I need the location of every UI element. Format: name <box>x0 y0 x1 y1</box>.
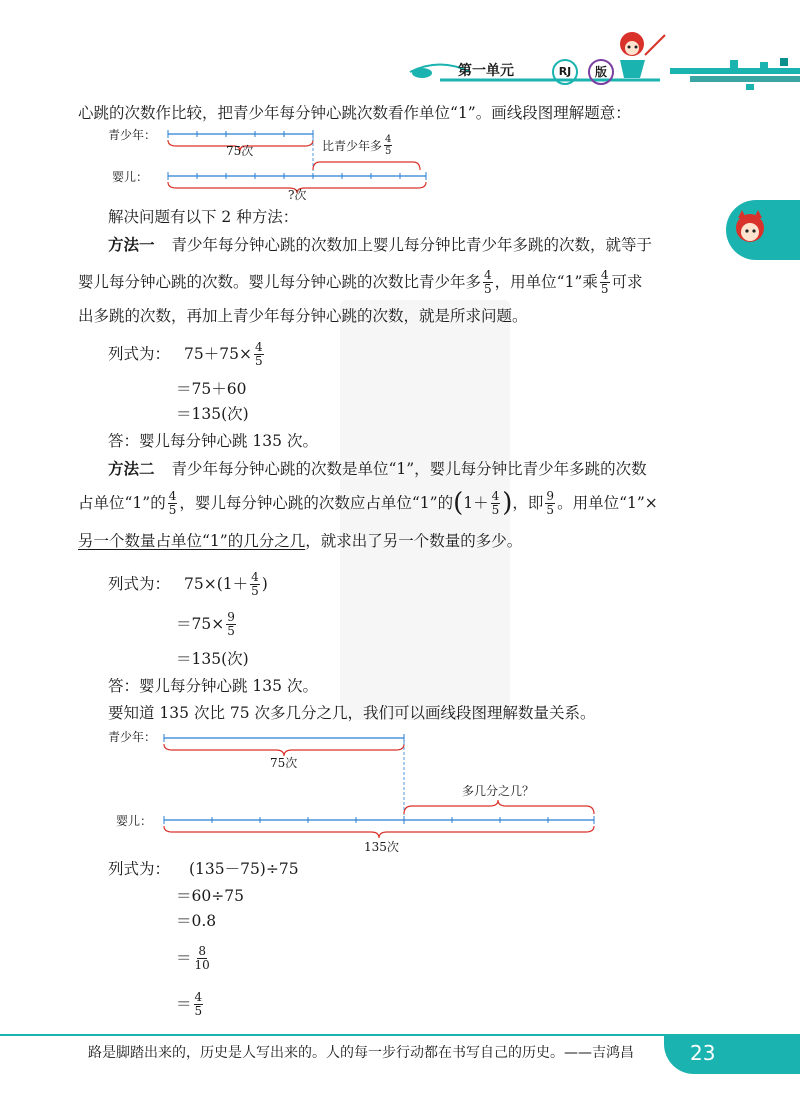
fraction-denominator: 5 <box>491 502 500 517</box>
method2-fraction-a <box>168 490 178 517</box>
final-formula3: ＝0.8 <box>176 912 217 930</box>
fraction-numerator: 4 <box>251 569 259 584</box>
page-number-tab <box>664 1036 800 1074</box>
fraction-numerator: 4 <box>491 488 500 503</box>
fraction-numerator: 4 <box>385 134 392 145</box>
final-formula-line5 <box>176 986 205 1022</box>
diagram2-teen-count: 75次 <box>270 756 298 770</box>
method2-text2c: ，即 <box>512 494 544 512</box>
method1-formula-line1 <box>108 336 266 372</box>
method1-line2 <box>78 264 643 300</box>
method2-text1: 青少年每分钟心跳的次数是单位“1”，婴儿每分钟比青少年多跳的次数 <box>171 460 647 478</box>
method1-title: 方法一 <box>108 236 155 254</box>
fraction-numerator: 9 <box>227 609 235 624</box>
method2-underlined-text: 另一个数量占单位“1”的几分之几 <box>78 532 306 550</box>
fraction-numerator: 4 <box>484 267 492 282</box>
fraction-numerator: 9 <box>546 488 555 503</box>
method1-fraction-b <box>600 269 610 296</box>
method2-formula-fraction-b <box>226 611 236 638</box>
method2-line1 <box>108 458 647 480</box>
fraction-denominator: 5 <box>484 281 492 296</box>
fraction-denominator: 5 <box>254 353 263 368</box>
diagram2-total: 135次 <box>364 840 399 854</box>
method1-text2a: 婴儿每分钟心跳的次数。婴儿每分钟心跳的次数比青少年多 <box>78 273 482 291</box>
diagram1-baby-label: 婴儿： <box>112 170 149 184</box>
method2-fraction-paren <box>491 490 501 517</box>
method2-formula-line2 <box>176 606 238 642</box>
method1-formula-fraction <box>254 341 264 368</box>
final-formula4-prefix: ＝ <box>176 949 192 967</box>
method1-formula-label: 列式为： <box>108 345 171 363</box>
method1-formula2: ＝75＋60 <box>176 380 247 398</box>
method1-text2c: 可求 <box>611 273 643 291</box>
fraction-denominator: 5 <box>168 502 177 517</box>
method1-line1 <box>108 234 652 256</box>
fraction-denominator: 5 <box>546 502 555 517</box>
method1-text2b: ，用单位“1”乘 <box>494 273 598 291</box>
diagram2-baby-label: 婴儿： <box>116 814 153 828</box>
final-formula-line4 <box>176 940 213 976</box>
method1-answer: 答：婴儿每分钟心跳 135 次。 <box>108 432 318 450</box>
method2-text3b: ，就求出了另一个数量的多少。 <box>305 532 523 550</box>
mascot-icon <box>726 200 800 260</box>
paren-right: ) <box>502 488 513 518</box>
method2-fraction-b <box>545 490 555 517</box>
method2-formula1b: ) <box>261 575 268 593</box>
final-formula1: (135－75)÷75 <box>188 860 299 878</box>
method2-line2 <box>78 484 658 522</box>
methods-intro: 解决问题有以下 2 种方法： <box>108 208 299 226</box>
unit-title: 第一单元 <box>458 63 514 79</box>
fraction-denominator: 5 <box>385 146 392 157</box>
page-header <box>0 0 800 90</box>
method2-formula2: ＝75× <box>176 615 225 633</box>
question-line: 要知道 135 次比 75 次多几分之几，我们可以画线段图理解数量关系。 <box>108 704 596 722</box>
diagram1-teen-label: 青少年： <box>108 128 157 142</box>
footer <box>0 1030 800 1080</box>
diagram2-extra-label: 多几分之几？ <box>462 784 535 798</box>
segment-diagram-2 <box>108 726 608 856</box>
final-formula-label: 列式为： <box>108 860 171 878</box>
method2-line3 <box>78 530 522 552</box>
method2-formula1a: 75×(1＋ <box>184 575 249 593</box>
method2-formula-label: 列式为： <box>108 575 171 593</box>
diagram1-extra-fraction <box>384 134 392 157</box>
method1-formula3: ＝135(次) <box>176 405 249 423</box>
intro-line: 心跳的次数作比较，把青少年每分钟心跳次数看作单位“1”。画线段图理解题意： <box>78 104 631 122</box>
fraction-denominator: 5 <box>600 281 609 296</box>
fraction-denominator: 5 <box>194 1003 203 1018</box>
fraction-numerator: 4 <box>194 989 203 1004</box>
method2-text2a: 占单位“1”的 <box>78 494 166 512</box>
final-formula2: ＝60÷75 <box>176 887 244 905</box>
fraction-denominator: 5 <box>227 623 235 638</box>
side-tab <box>726 200 800 260</box>
fraction-numerator: 8 <box>198 943 206 958</box>
segment-diagram-1 <box>108 124 438 204</box>
method1-line3: 出多跳的次数，再加上青少年每分钟心跳的次数，就是所求问题。 <box>78 307 528 325</box>
diagram2-teen-label: 青少年： <box>108 730 157 744</box>
final-fraction-4-5 <box>194 991 204 1018</box>
fraction-numerator: 4 <box>168 488 177 503</box>
page-number: 23 <box>690 1041 716 1065</box>
diagram1-total: ?次 <box>288 188 307 202</box>
header-decoration <box>0 0 800 90</box>
method2-text2b: ，婴儿每分钟心跳的次数应占单位“1”的 <box>179 494 454 512</box>
ban-badge: 版 <box>588 59 614 85</box>
method1-fraction-a <box>483 269 493 296</box>
diagram1-extra-label <box>322 134 394 157</box>
footer-quote: 路是脚踏出来的，历史是人写出来的。人的每一步行动都在书写自己的历史。——吉鸿昌 <box>88 1045 634 1061</box>
fraction-denominator: 10 <box>194 957 210 972</box>
fraction-denominator: 5 <box>251 583 259 598</box>
method1-text1: 青少年每分钟心跳的次数加上婴儿每分钟比青少年多跳的次数，就等于 <box>171 236 652 254</box>
rj-badge: RJ <box>552 59 578 85</box>
final-fraction-8-10 <box>194 945 211 972</box>
final-formula-line1 <box>108 858 299 880</box>
method2-formula-fraction-a <box>250 571 260 598</box>
final-formula5-prefix: ＝ <box>176 995 192 1013</box>
paren-left: ( <box>453 488 464 518</box>
method1-formula1: 75＋75× <box>184 345 252 363</box>
diagram1-extra-text: 比青少年多 <box>322 139 383 153</box>
fraction-numerator: 4 <box>254 339 263 354</box>
method2-formula3: ＝135(次) <box>176 650 249 668</box>
method2-text2d: 。用单位“1”× <box>557 494 658 512</box>
fraction-numerator: 4 <box>600 267 609 282</box>
diagram1-teen-count: 75次 <box>226 144 254 158</box>
method2-title: 方法二 <box>108 460 155 478</box>
paren-one: 1＋ <box>463 494 489 512</box>
method2-formula-line1 <box>108 566 268 602</box>
method2-answer: 答：婴儿每分钟心跳 135 次。 <box>108 677 318 695</box>
